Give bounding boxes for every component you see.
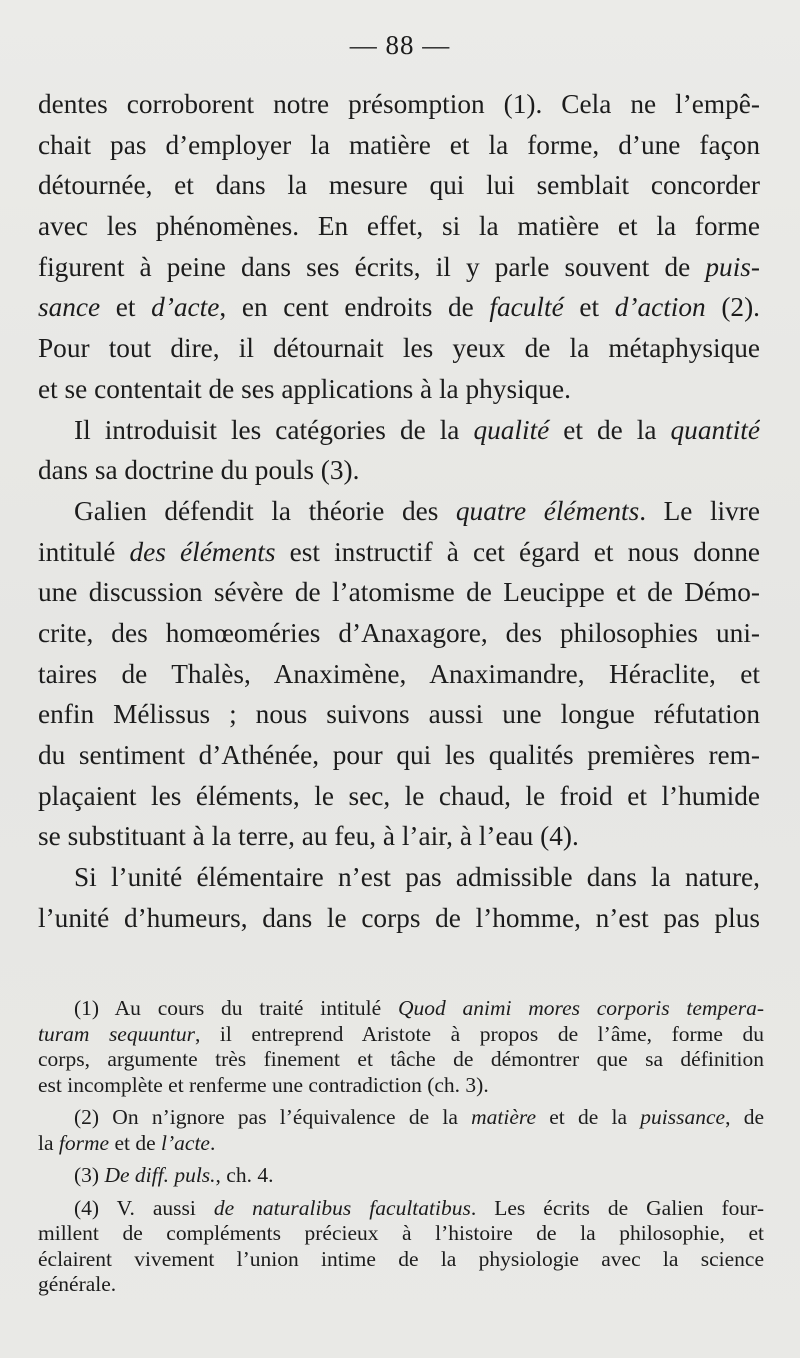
italic-text-run: d’acte <box>151 292 220 323</box>
text-run: dentes corroborent notre présomption (1). Cela ne l’empê- <box>38 89 760 119</box>
text-run: se substituant à la terre, au feu, à l’air, à l’eau (4). <box>38 821 579 852</box>
italic-text-run: matière <box>471 1105 537 1129</box>
text-run: . <box>209 1130 216 1155</box>
text-run: éclairent vivement l’union intime de la physiologie avec la science <box>38 1246 764 1271</box>
text-run: Galien défendit la théorie des <box>74 495 456 526</box>
body-line <box>38 206 760 247</box>
footnote <box>38 1196 764 1298</box>
footnote-line <box>38 1047 764 1073</box>
body-line <box>38 613 760 654</box>
text-run: . Le livre <box>639 495 760 526</box>
footnote-line <box>38 1163 764 1189</box>
footnote-line <box>38 1196 764 1222</box>
text-run: , ch. 4. <box>215 1163 274 1187</box>
italic-text-run: d’action <box>614 292 706 323</box>
italic-text-run: De diff. puls. <box>104 1163 216 1187</box>
body-line <box>38 572 760 613</box>
text-run: l’unité d’humeurs, dans le corps de l’homme, n’est pas plus <box>38 902 760 933</box>
body-line <box>38 776 760 817</box>
text-run: (1) Au cours du traité intitulé <box>74 996 398 1020</box>
page-number: — 88 — <box>349 30 451 60</box>
italic-text-run: puis- <box>705 251 760 282</box>
text-run: une discussion sévère de l’atomisme de Leucippe et de Démo- <box>38 577 760 608</box>
text-run: est incomplète et renferme une contradiction (ch. 3). <box>38 1072 489 1097</box>
italic-text-run: quantité <box>670 414 760 445</box>
body-line <box>38 165 760 206</box>
text-run: , en cent endroits de <box>219 292 490 323</box>
italic-text-run: faculté <box>489 292 564 323</box>
footnote-line <box>38 1105 764 1131</box>
text-run: la <box>38 1130 59 1155</box>
text-run: intitulé <box>38 536 130 567</box>
text-run: Pour tout dire, il détournait les yeux de la métaphysique <box>38 333 760 364</box>
text-run: et se contentait de ses applications à la physique. <box>38 373 571 404</box>
body-line <box>38 857 760 898</box>
footnote-line <box>38 1022 764 1048</box>
text-run: Si l’unité élémentaire n’est pas admissible dans la nature, <box>74 862 760 893</box>
italic-text-run: quatre éléments <box>455 495 640 526</box>
footnote-line <box>38 1131 764 1157</box>
footnote-line <box>38 1221 764 1247</box>
text-run: du sentiment d’Athénée, pour qui les qualités premières rem- <box>38 740 760 771</box>
italic-text-run: des éléments <box>129 536 276 567</box>
italic-text-run: puissance <box>640 1105 726 1129</box>
italic-text-run: l’acte <box>161 1130 210 1155</box>
text-run: , de <box>725 1105 764 1129</box>
italic-text-run: de naturalibus facultatibus <box>213 1195 471 1220</box>
body-line <box>38 898 760 939</box>
footnote-line <box>38 1073 764 1099</box>
text-run: et de la <box>549 414 671 445</box>
footnote <box>38 1163 764 1189</box>
text-run: , il entreprend Aristote à propos de l’âme, forme du <box>194 1021 764 1046</box>
body-line <box>38 654 760 695</box>
text-run: Il introduisit les catégories de la <box>74 414 474 445</box>
body-line <box>38 410 760 451</box>
body-line <box>38 694 760 735</box>
body-line <box>38 287 760 328</box>
footnote <box>38 1105 764 1156</box>
text-run: générale. <box>38 1272 117 1296</box>
footnote <box>38 996 764 1098</box>
italic-text-run: qualité <box>473 414 550 445</box>
text-run: crite, des homœoméries d’Anaxagore, des philosophies uni- <box>38 617 760 648</box>
body-line <box>38 735 760 776</box>
text-run: et <box>100 292 152 323</box>
text-run: (4) V. aussi <box>74 1195 214 1220</box>
body-line <box>38 450 760 491</box>
italic-text-run: forme <box>58 1130 110 1155</box>
text-run: (2). <box>705 292 760 323</box>
italic-text-run: Quod animi mores corporis tempera- <box>397 996 764 1020</box>
text-run: (3) <box>74 1163 105 1187</box>
text-run: avec les phénomènes. En effet, si la matière et la forme <box>38 211 760 242</box>
text-run: plaçaient les éléments, le sec, le chaud, le froid et l’humide <box>38 780 760 811</box>
text-run: enfin Mélissus ; nous suivons aussi une longue réfutation <box>38 699 760 730</box>
body-line <box>38 84 760 125</box>
text-run: figurent à peine dans ses écrits, il y parle souvent de <box>38 251 706 282</box>
italic-text-run: turam sequuntur <box>38 1021 195 1046</box>
body-line <box>38 369 760 410</box>
footnote-line <box>38 1272 764 1298</box>
footnotes <box>38 996 764 1298</box>
text-run: (2) On n’ignore pas l’équivalence de la <box>74 1105 472 1129</box>
text-run: corps, argumente très finement et tâche de démontrer que sa définition <box>38 1047 764 1071</box>
text-run: détournée, et dans la mesure qui lui semblait concorder <box>38 170 760 201</box>
body-line <box>38 532 760 573</box>
text-run: millent de compléments précieux à l’histoire de la philosophie, et <box>38 1221 764 1245</box>
body-text <box>38 84 760 938</box>
text-run: . Les écrits de Galien four- <box>470 1195 764 1220</box>
text-run: et de <box>109 1130 162 1155</box>
text-run: et <box>563 292 615 323</box>
italic-text-run: sance <box>38 292 101 323</box>
footnote-line <box>38 996 764 1022</box>
body-line <box>38 247 760 288</box>
footnote-line <box>38 1247 764 1273</box>
text-run: et de la <box>536 1105 641 1129</box>
text-run: dans sa doctrine du pouls (3). <box>38 455 360 486</box>
body-line <box>38 328 760 369</box>
text-run: est instructif à cet égard et nous donne <box>275 536 760 567</box>
text-run: chait pas d’employer la matière et la forme, d’une façon <box>38 129 760 160</box>
text-run: taires de Thalès, Anaximène, Anaximandre, Héraclite, et <box>38 658 760 689</box>
body-line <box>38 125 760 166</box>
body-line <box>38 491 760 532</box>
body-line <box>38 816 760 857</box>
